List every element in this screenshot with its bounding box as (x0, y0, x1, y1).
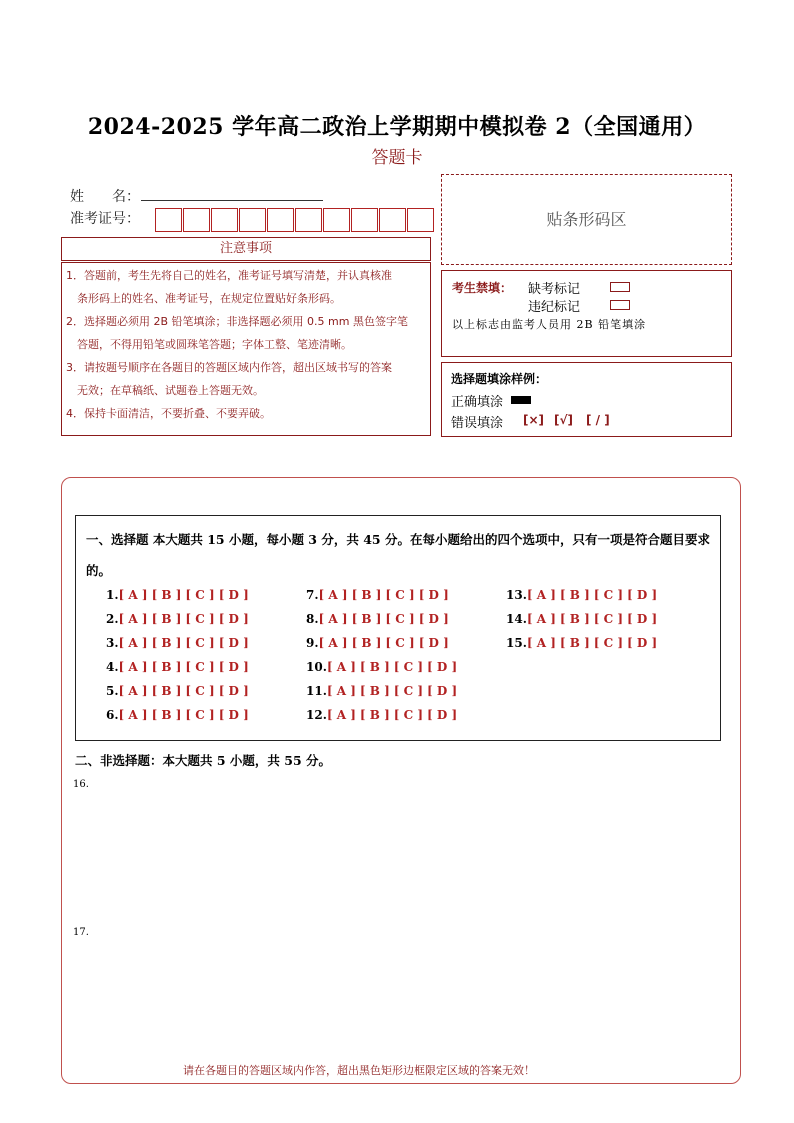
mc-option-d[interactable]: [ D ] (218, 660, 249, 674)
question-number: 7. (306, 588, 319, 602)
question-number: 13. (506, 588, 527, 602)
mc-option-d[interactable]: [ D ] (218, 612, 249, 626)
mc-option-c[interactable]: [ C ] (385, 612, 415, 626)
question-number: 11. (306, 684, 327, 698)
exam-id-digit-box[interactable] (323, 208, 350, 232)
mc-question-7 (306, 588, 453, 602)
exam-id-digit-box[interactable] (407, 208, 434, 232)
mc-option-a[interactable]: [ A ] (326, 684, 356, 698)
mc-question-11 (306, 684, 461, 698)
name-label: 姓 名： (70, 189, 140, 205)
multiple-choice-section (75, 515, 721, 741)
mc-option-a[interactable]: [ A ] (118, 708, 148, 722)
barcode-area (441, 174, 732, 265)
mc-option-a[interactable]: [ A ] (326, 708, 356, 722)
mc-option-d[interactable]: [ D ] (418, 636, 449, 650)
question-17-label: 17. (73, 927, 89, 938)
correct-fill-label: 正确填涂 (451, 395, 504, 410)
mc-option-c[interactable]: [ C ] (393, 684, 424, 698)
mc-option-d[interactable]: [ D ] (218, 708, 249, 722)
question-number: 10. (306, 660, 327, 674)
question-number: 4. (106, 660, 119, 674)
mc-option-b[interactable]: [ B ] (351, 588, 382, 602)
mc-option-c[interactable]: [ C ] (185, 588, 215, 602)
question-number: 3. (106, 636, 119, 650)
mc-option-c[interactable]: [ C ] (593, 588, 624, 602)
fill-sample-title: 选择题填涂样例： (451, 372, 548, 386)
mc-option-a[interactable]: [ A ] (326, 660, 356, 674)
mc-option-b[interactable]: [ B ] (559, 612, 590, 626)
exam-id-digit-box[interactable] (295, 208, 322, 232)
mc-option-a[interactable]: [ A ] (318, 612, 348, 626)
mc-option-c[interactable]: [ C ] (593, 612, 624, 626)
mc-question-8 (306, 612, 453, 626)
mc-question-4 (106, 660, 253, 674)
mc-question-1 (106, 588, 253, 602)
mc-question-5 (106, 684, 253, 698)
notice-item: 答题，不得用铅笔或圆珠笔答题；字体工整、笔迹清晰。 (66, 338, 352, 351)
notice-item: 2．选择题必须用 2B 铅笔填涂；非选择题必须用 0.5 mm 黑色签字笔 (66, 315, 408, 328)
mc-question-14 (506, 612, 661, 626)
mc-option-c[interactable]: [ C ] (393, 660, 424, 674)
page-title: 2024-2025 学年高二政治上学期期中模拟卷 2（全国通用） (87, 114, 707, 140)
mc-option-d[interactable]: [ D ] (627, 612, 658, 626)
mc-option-d[interactable]: [ D ] (218, 588, 249, 602)
mc-option-b[interactable]: [ B ] (151, 588, 182, 602)
mc-option-a[interactable]: [ A ] (318, 636, 348, 650)
mc-option-a[interactable]: [ A ] (118, 684, 148, 698)
question-16-label: 16. (73, 779, 89, 790)
absent-mark-box[interactable] (610, 282, 630, 292)
mc-option-b[interactable]: [ B ] (559, 588, 590, 602)
mc-question-3 (106, 636, 253, 650)
question-number: 8. (306, 612, 319, 626)
mc-question-6 (106, 708, 253, 722)
mc-option-c[interactable]: [ C ] (185, 612, 215, 626)
mc-option-b[interactable]: [ B ] (359, 708, 390, 722)
notice-item: 3．请按题号顺序在各题目的答题区域内作答，超出区域书写的答案 (66, 361, 392, 374)
mc-option-d[interactable]: [ D ] (218, 684, 249, 698)
mc-option-d[interactable]: [ D ] (627, 588, 658, 602)
fill-sample-panel (441, 362, 732, 437)
exam-id-digit-box[interactable] (183, 208, 210, 232)
mc-option-b[interactable]: [ B ] (359, 684, 390, 698)
notice-list (61, 262, 431, 436)
wrong-fill-check: [√] (554, 413, 573, 427)
question-number: 9. (306, 636, 319, 650)
exam-id-digit-box[interactable] (379, 208, 406, 232)
mc-option-b[interactable]: [ B ] (151, 612, 182, 626)
absent-mark-label: 缺考标记 (528, 282, 581, 297)
mc-option-b[interactable]: [ B ] (151, 660, 182, 674)
question-number: 12. (306, 708, 327, 722)
exam-id-label: 准考证号： (70, 211, 140, 227)
wrong-fill-label: 错误填涂 (451, 416, 504, 431)
exam-id-digit-box[interactable] (155, 208, 182, 232)
mc-option-d[interactable]: [ D ] (418, 588, 449, 602)
mc-option-c[interactable]: [ C ] (185, 708, 215, 722)
mc-option-c[interactable]: [ C ] (385, 636, 415, 650)
barcode-label: 贴条形码区 (546, 210, 627, 229)
mc-option-c[interactable]: [ C ] (593, 636, 624, 650)
proctor-note: 以上标志由监考人员用 2B 铅笔填涂 (452, 318, 647, 331)
exam-id-digit-box[interactable] (239, 208, 266, 232)
question-number: 2. (106, 612, 119, 626)
notice-item: 无效；在草稿纸、试题卷上答题无效。 (66, 384, 264, 397)
question-number: 15. (506, 636, 527, 650)
mc-option-d[interactable]: [ D ] (218, 636, 249, 650)
wrong-fill-slash: [ / ] (586, 413, 610, 427)
mc-option-a[interactable]: [ A ] (118, 660, 148, 674)
open-section-header: 二、非选择题：本大题共 5 小题，共 55 分。 (75, 753, 332, 768)
mc-option-d[interactable]: [ D ] (418, 612, 449, 626)
question-number: 14. (506, 612, 527, 626)
mc-option-d[interactable]: [ D ] (427, 660, 458, 674)
exam-id-boxes[interactable] (155, 208, 435, 232)
mc-option-b[interactable]: [ B ] (151, 684, 182, 698)
mc-option-d[interactable]: [ D ] (427, 684, 458, 698)
mc-option-c[interactable]: [ C ] (385, 588, 415, 602)
mc-option-c[interactable]: [ C ] (185, 660, 215, 674)
exam-id-digit-box[interactable] (211, 208, 238, 232)
mc-option-b[interactable]: [ B ] (559, 636, 590, 650)
violation-mark-label: 违纪标记 (528, 300, 581, 315)
correct-fill-mark (511, 396, 531, 404)
notice-item: 条形码上的姓名、准考证号，在规定位置贴好条形码。 (66, 292, 341, 305)
mc-question-12 (306, 708, 461, 722)
mc-option-b[interactable]: [ B ] (359, 660, 390, 674)
question-number: 6. (106, 708, 119, 722)
exam-id-digit-box[interactable] (351, 208, 378, 232)
name-field[interactable] (141, 200, 323, 201)
proctor-only-label: 考生禁填： (452, 281, 513, 295)
mc-option-b[interactable]: [ B ] (151, 708, 182, 722)
mc-option-a[interactable]: [ A ] (118, 612, 148, 626)
mc-question-15 (506, 636, 661, 650)
mc-option-d[interactable]: [ D ] (427, 708, 458, 722)
mc-option-d[interactable]: [ D ] (627, 636, 658, 650)
mc-option-a[interactable]: [ A ] (526, 636, 556, 650)
notice-item: 4．保持卡面清洁，不要折叠、不要弄破。 (66, 407, 271, 420)
proctor-mark-panel (441, 270, 732, 357)
mc-option-b[interactable]: [ B ] (351, 636, 382, 650)
mc-question-9 (306, 636, 453, 650)
multiple-choice-header: 一、选择题 本大题共 15 小题，每小题 3 分，共 45 分。在每小题给出的四个选项中，只有一项是符合题目要求的。 (86, 532, 710, 578)
question-number: 1. (106, 588, 119, 602)
mc-option-a[interactable]: [ A ] (526, 612, 556, 626)
wrong-fill-cross: [×] (523, 413, 545, 427)
notice-item: 1．答题前，考生先将自己的姓名，准考证号填写清楚，并认真核准 (66, 269, 392, 282)
mc-question-10 (306, 660, 461, 674)
mc-option-a[interactable]: [ A ] (118, 588, 148, 602)
exam-id-digit-box[interactable] (267, 208, 294, 232)
mc-option-a[interactable]: [ A ] (318, 588, 348, 602)
mc-option-b[interactable]: [ B ] (151, 636, 182, 650)
notice-heading: 注意事项 (61, 237, 431, 261)
mc-option-c[interactable]: [ C ] (393, 708, 424, 722)
mc-option-c[interactable]: [ C ] (185, 684, 215, 698)
mc-question-2 (106, 612, 253, 626)
mc-option-a[interactable]: [ A ] (118, 636, 148, 650)
violation-mark-box[interactable] (610, 300, 630, 310)
mc-option-a[interactable]: [ A ] (526, 588, 556, 602)
mc-option-b[interactable]: [ B ] (351, 612, 382, 626)
mc-question-13 (506, 588, 661, 602)
footer-warning: 请在各题目的答题区域内作答，超出黑色矩形边框限定区域的答案无效！ (183, 1064, 535, 1077)
mc-option-c[interactable]: [ C ] (185, 636, 215, 650)
question-number: 5. (106, 684, 119, 698)
page-subtitle: 答题卡 (371, 148, 423, 168)
